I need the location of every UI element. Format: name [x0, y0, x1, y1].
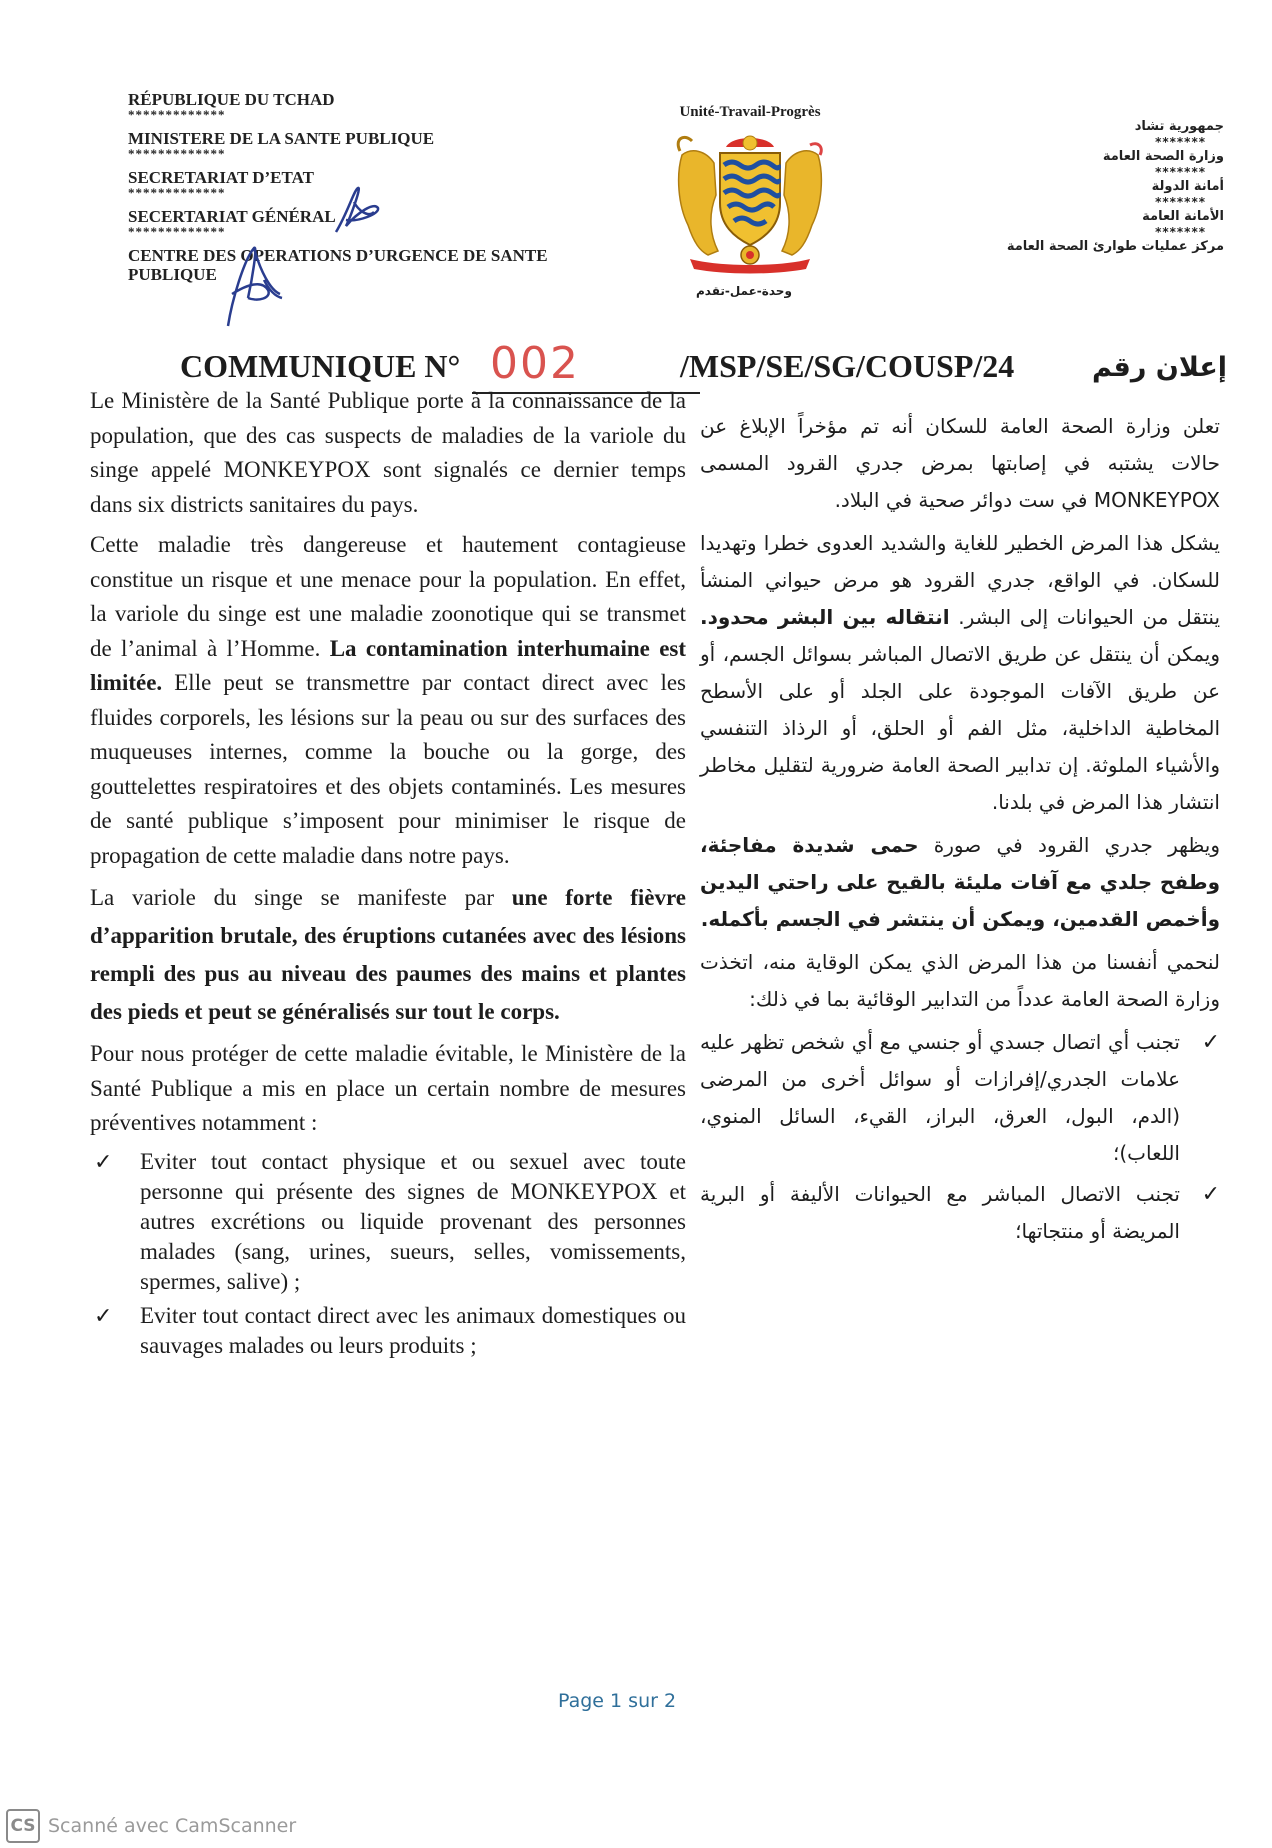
- camscanner-logo-icon: CS: [6, 1809, 40, 1843]
- list-item: [700, 1024, 1220, 1172]
- title-reference: /MSP/SE/SG/COUSP/24: [680, 348, 1015, 384]
- communique-number: 002: [490, 338, 580, 389]
- header-separator: *******: [1155, 225, 1206, 239]
- fr-p2-bold: La contamination interhumaine est limitée.: [90, 635, 687, 695]
- ar-bullet-text: تجنب أي اتصال جسدي أو جنسي مع أي شخص تظهر عليه علامات الجدري/إفرازات أو سوائل أخرى من المرضى (الدم، البول، العرق، البراز، القيء، السائل المنوي، اللعاب)؛: [700, 1030, 1180, 1165]
- handwritten-signature: [218, 240, 288, 330]
- page-number: Page 1 sur 2: [558, 1690, 677, 1712]
- ar-p3-bold: حمى شديدة مفاجئة، وطفح جلدي مع آفات مليئة بالقيح على راحتي اليدين وأخمص القدمين، ويمكن أن ينتشر في الجسم بأكمله.: [700, 833, 1220, 931]
- checkmark-icon: ✓: [1201, 1182, 1220, 1207]
- fr-measures-list: [90, 1147, 686, 1361]
- fr-bullet-text: Eviter tout contact physique et ou sexuel avec toute personne qui présente des signes de MONKEYPOX et autres excrétions ou liquide provenant des personnes malades (sang, urines, sueurs, selles, vomissements, spermes, salive) ;: [140, 1148, 686, 1294]
- header-left-line: SECRETARIAT D’ETAT: [128, 168, 314, 187]
- fr-p3-text: La variole du singe se manifeste par: [90, 885, 494, 910]
- list-item: [90, 1147, 686, 1297]
- camscanner-watermark: [6, 1806, 296, 1846]
- header-right-line: الأمانة العامة: [1142, 209, 1224, 224]
- header-right: [954, 118, 1224, 256]
- header-separator: *******: [1155, 135, 1206, 149]
- coat-of-arms-icon: [670, 125, 830, 275]
- header-separator: *******: [1155, 165, 1206, 179]
- header-left-line: MINISTERE DE LA SANTE PUBLIQUE: [128, 129, 435, 148]
- header-right-line: أمانة الدولة: [1151, 179, 1224, 194]
- french-column: [90, 384, 686, 1365]
- header-separator: *************: [128, 107, 226, 122]
- ar-paragraph-1: تعلن وزارة الصحة العامة للسكان أنه تم مؤخراً الإبلاغ عن حالات يشتبه في إصابتها بمرض جدري القرود المسمى MONKEYPOX في ست دوائر صحية في البلاد.: [700, 414, 1220, 512]
- arabic-column: [700, 408, 1220, 1254]
- signature-mark: [328, 182, 388, 242]
- header-right-line: جمهورية تشاد: [1134, 119, 1224, 134]
- header-right-line: مركز عمليات طوارئ الصحة العامة: [1006, 239, 1224, 254]
- ar-bullet-text: تجنب الاتصال المباشر مع الحيوانات الأليفة أو البرية المريضة أو منتجاتها؛: [700, 1182, 1180, 1243]
- header-separator: *******: [1155, 195, 1206, 209]
- fr-p2-text: Cette maladie très dangereuse et hautement contagieuse constitue un risque et une menace pour la population. En effet, la variole du singe est une maladie zoonotique qui se transmet de l’animal à l’Homme.: [90, 532, 686, 661]
- fr-p3-bold: une forte fièvre d’apparition brutale, des éruptions cutanées avec des lésions rempli des pus au niveau des paumes des mains et plantes des pieds et peut se généralisés sur tout le corps.: [90, 885, 686, 1024]
- ar-p3-text: ويظهر جدري القرود في صورة: [933, 833, 1220, 857]
- title-prefix: COMMUNIQUE N°: [180, 348, 461, 384]
- ar-measures-list: [700, 1024, 1220, 1250]
- fr-bullet-text: Eviter tout contact direct avec les animaux domestiques ou sauvages malades ou leurs produits ;: [140, 1302, 686, 1358]
- motto-ar: وحدة-عمل-تقدم: [696, 284, 792, 298]
- fr-paragraph-3: [90, 879, 686, 1031]
- checkmark-icon: ✓: [94, 1148, 113, 1174]
- national-emblem: [660, 104, 840, 304]
- fr-paragraph-1: Le Ministère de la Santé Publique porte à la connaissance de la population, que des cas suspects de maladies de la variole du singe appelé MONKEYPOX sont signalés ce dernier temps dans six districts sanitaires du pays.: [90, 388, 686, 517]
- fr-p2-text-cont: Elle peut se transmettre par contact direct avec les fluides corporels, les lésions sur la peau ou sur des surfaces des muqueuses internes, comme la bouche ou la gorge, des gouttelettes respiratoires et des objets contaminés. Les mesures de santé publique s’imposent pour minimiser le risque de propagation de cette maladie dans notre pays.: [90, 670, 687, 868]
- header-right-line: وزارة الصحة العامة: [1102, 149, 1224, 164]
- fr-paragraph-2: [90, 528, 686, 873]
- ar-paragraph-2: [700, 525, 1220, 821]
- header-separator: *************: [128, 185, 226, 200]
- header-left-line: RÉPUBLIQUE DU TCHAD: [128, 90, 335, 109]
- title-arabic: إعلان رقم: [1092, 352, 1228, 383]
- header-separator: *************: [128, 224, 226, 239]
- checkmark-icon: ✓: [94, 1302, 113, 1328]
- header-separator: *************: [128, 146, 226, 161]
- camscanner-text: Scanné avec CamScanner: [48, 1815, 297, 1837]
- header-left-line: SECERTARIAT GÉNÉRAL: [128, 207, 336, 226]
- header-left-line: CENTRE DES OPERATIONS D’URGENCE DE SANTE PUBLIQUE: [128, 246, 548, 284]
- ar-p2-text-cont: ويمكن أن ينتقل عن طريق الاتصال المباشر بسوائل الجسم، أو عن طريق الآفات الموجودة على الجلد أو على الأسطح المخاطية الداخلية، مثل الفم أو الحلق، أو الرذاذ التنفسي والأشياء الملوثة. إن تدابير الصحة العامة ضرورية لتقليل مخاطر انتشار هذا المرض في بلدنا.: [700, 642, 1220, 814]
- ar-paragraph-4: لنحمي أنفسنا من هذا المرض الذي يمكن الوقاية منه، اتخذت وزارة الصحة العامة عدداً من التدابير الوقائية بما في ذلك:: [700, 950, 1220, 1011]
- checkmark-icon: ✓: [1201, 1030, 1220, 1055]
- motto-fr: Unité-Travail-Progrès: [679, 104, 821, 120]
- list-item: [90, 1301, 686, 1361]
- ar-paragraph-3: [700, 827, 1220, 938]
- list-item: [700, 1176, 1220, 1250]
- ar-p2-bold: انتقاله بين البشر محدود.: [700, 605, 950, 629]
- ar-p2-text: يشكل هذا المرض الخطير للغاية والشديد العدوى خطرا وتهديدا للسكان. في الواقع، جدري القرود هو مرض حيواني المنشأ ينتقل من الحيوانات إلى البشر.: [700, 531, 1221, 629]
- fr-paragraph-4: Pour nous protéger de cette maladie évitable, le Ministère de la Santé Publique a mis en place un certain nombre de mesures préventives notamment :: [90, 1041, 686, 1135]
